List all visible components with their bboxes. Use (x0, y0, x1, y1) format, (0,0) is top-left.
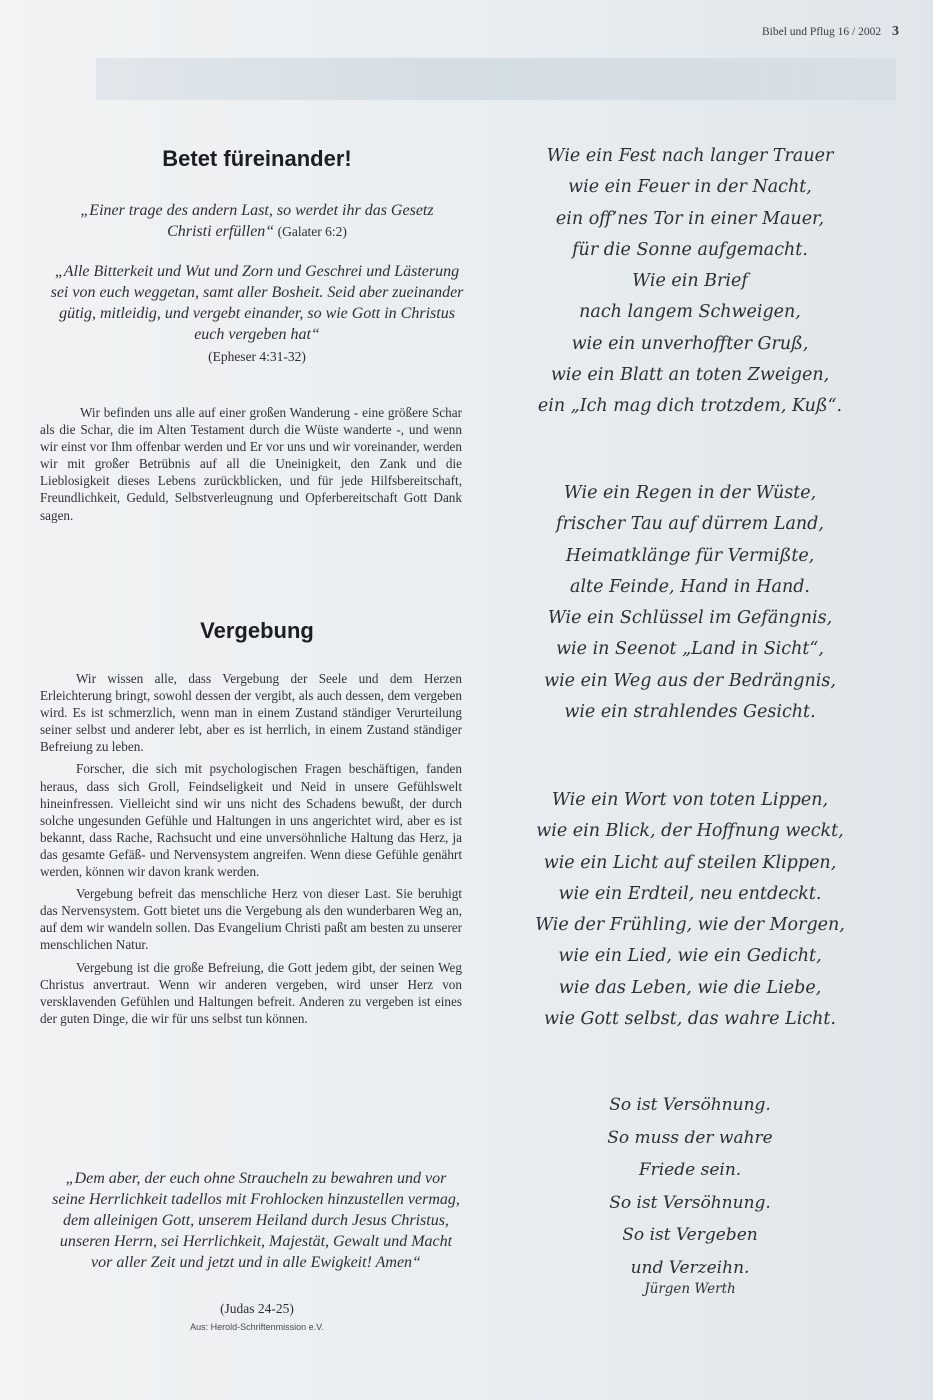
running-header (762, 24, 899, 40)
poem-line: wie ein Weg aus der Bedrängnis, (544, 670, 836, 691)
poem-author: Jürgen Werth (644, 1281, 736, 1297)
running-title: Bibel und Pflug 16 / 2002 (761, 26, 882, 38)
poem-line: wie ein Blick, der Hoffnung weckt, (536, 821, 844, 842)
epheser-quote: „Alle Bitterkeit und Wut und Zorn und Geschrei und Lästerung sei von euch weggetan, samt aller Bosheit. Seid aber zueinander gütig, mitleidig, und vergebt einander, so wie Gott in Christus euch vergeben hat“ (50, 263, 464, 343)
poem-line: für die Sonne aufgemacht. (572, 239, 808, 260)
epheser-reference: (Epheser 4:31-32) (208, 349, 306, 364)
source-credit: Aus: Herold-Schriftenmission e.V. (190, 1322, 324, 1332)
section-title-vergebung (36, 618, 478, 644)
poem-line: Wie ein Schlüssel im Gefängnis, (547, 608, 833, 629)
vergebung-paragraph: Vergebung ist die große Befreiung, die Gott jedem gibt, der seinen Weg Christus anvertraut. Wenn wir anderen vergeben, wird unser Herz von versklavenden Gefühlen und Haltungen befreit. Anderen zu vergeben ist eines der guten Dinge, die wir für uns selbst tun können. (40, 959, 462, 1026)
poem-line: Wie der Frühling, wie der Morgen, (535, 915, 845, 936)
vergebung-paragraph: Forscher, die sich mit psychologischen Fragen beschäftigen, fanden heraus, dass sich Groll, Feindseligkeit und Neid in unsere Gefühlswelt hineinfressen. Vielleicht sind wir uns nicht des Schadens bewußt, der durch solche ungesunden Gefühle und Haltungen in uns angerichtet wird, aber es ist bekannt, dass Rache, Rachsucht und eine unversöhnliche Haltung das Herz, ja das gesamte Gefäß- und Nervensystem angreifen. Wenn diese Gefühle genährt werden, können wir davon krank werden. (40, 761, 462, 880)
vergebung-paragraph: Vergebung befreit das menschliche Herz von dieser Last. Sie beruhigt das Nervensystem. Gott bietet uns die Vergebung als den wunderbaren Weg an, auf dem wir wandeln sollen. Das Evangelium Christi paßt am besten zu unserer menschlichen Natur. (40, 886, 462, 953)
poem-stanza-1 (505, 141, 875, 423)
poem-line: Heimatklänge für Vermißte, (565, 545, 815, 566)
poem-line: Friede sein. (638, 1160, 742, 1180)
poem-line: nach langem Schweigen, (579, 302, 801, 323)
wanderung-paragraph: Wir befinden uns alle auf einer großen Wanderung - eine größere Schar als die Schar, die im Alten Testament durch die Wüste wanderte -, und wenn wir einst vor Ihm offenbar werden und Er vor uns und wir voreinander, werden wir mit großer Betrübnis auf all die Uneinigkeit, den Zank und die Lieblosigkeit dieses Lebens zurückblicken, und für jede Hilfsbereitschaft, Freundlichkeit, Geduld, Selbstverleugnung und Opferbereitschaft Gott Dank sagen. (40, 405, 462, 523)
poem-line: wie das Leben, wie die Liebe, (558, 977, 822, 998)
poem-line: So ist Vergeben (622, 1225, 758, 1245)
bleed-through-band (96, 58, 896, 100)
poem-line: So muss der wahre (607, 1127, 773, 1148)
page-number: 3 (892, 24, 899, 39)
poem-line: wie ein Licht auf steilen Klippen, (543, 852, 837, 873)
poem-line: ein „Ich mag dich trotzdem, Kuß“. (537, 396, 843, 417)
poem-line: wie ein unverhoffter Gruß, (571, 333, 809, 354)
galater-quote-text: „Einer trage des andern Last, so werdet ihr das Gesetz Christi erfüllen“ (80, 202, 434, 240)
judas-quote: „Dem aber, der euch ohne Straucheln zu bewahren und vor seine Herrlichkeit tadellos mit Frohlocken hinzustellen vermag, dem alleinigen Gott, unserem Heiland durch Jesus Christus, unseren Herrn, sei Herrlichkeit, Majestät, Gewalt und Macht vor aller Zeit und jetzt und in alle Ewigkeit! Amen“ (52, 1170, 460, 1271)
poem-line: alte Feinde, Hand in Hand. (570, 576, 810, 597)
galater-reference: (Galater 6:2) (274, 224, 347, 239)
poem-stanza-3 (505, 785, 875, 1035)
poem-line: ein off’nes Tor in einer Mauer, (555, 208, 825, 229)
poem-line: Wie ein Brief (632, 271, 748, 292)
poem-line: wie ein Lied, wie ein Gedicht, (558, 946, 822, 967)
poem-line: wie ein strahlendes Gesicht. (564, 702, 816, 723)
poem-line: Wie ein Wort von toten Lippen, (551, 790, 829, 810)
poem-line: wie ein Erdteil, neu entdeckt. (558, 883, 822, 904)
poem-line: So ist Versöhnung. (609, 1095, 771, 1115)
section-title-betet (36, 146, 478, 172)
vergebung-paragraph: Wir wissen alle, dass Vergebung der Seele und dem Herzen Erleichterung bringt, sowohl dessen der vergibt, als auch dessen, dem vergeben wird. Es ist schmerzlich, wenn man in einem Zustand ständiger Verurteilung seiner selbst und anderer lebt, aber es ist herrlich, in einem Zustand ständiger Befreiung zu leben. (40, 671, 462, 755)
heading-vergebung: Vergebung (200, 618, 314, 643)
vergebung-body (40, 670, 462, 1032)
judas-reference: (Judas 24-25) (220, 1301, 294, 1316)
poem-line: So ist Versöhnung. (609, 1192, 771, 1213)
poem-line: wie ein Blatt an toten Zweigen, (550, 365, 830, 386)
poem-line: frischer Tau auf dürrem Land, (556, 514, 824, 535)
poem-line: Wie ein Regen in der Wüste, (563, 483, 817, 503)
poem-line: und Verzeihn. (630, 1257, 750, 1278)
poem-line: wie ein Feuer in der Nacht, (568, 177, 812, 198)
poem-stanza-4 (505, 1089, 875, 1284)
poem-line: Wie ein Fest nach langer Trauer (546, 146, 834, 166)
galater-quote (66, 200, 448, 242)
heading-betet: Betet füreinander! (162, 146, 352, 171)
poem-line: wie Gott selbst, das wahre Licht. (544, 1009, 836, 1030)
poem-line: wie in Seenot „Land in Sicht“, (556, 639, 824, 660)
poem-stanza-2 (505, 478, 875, 728)
